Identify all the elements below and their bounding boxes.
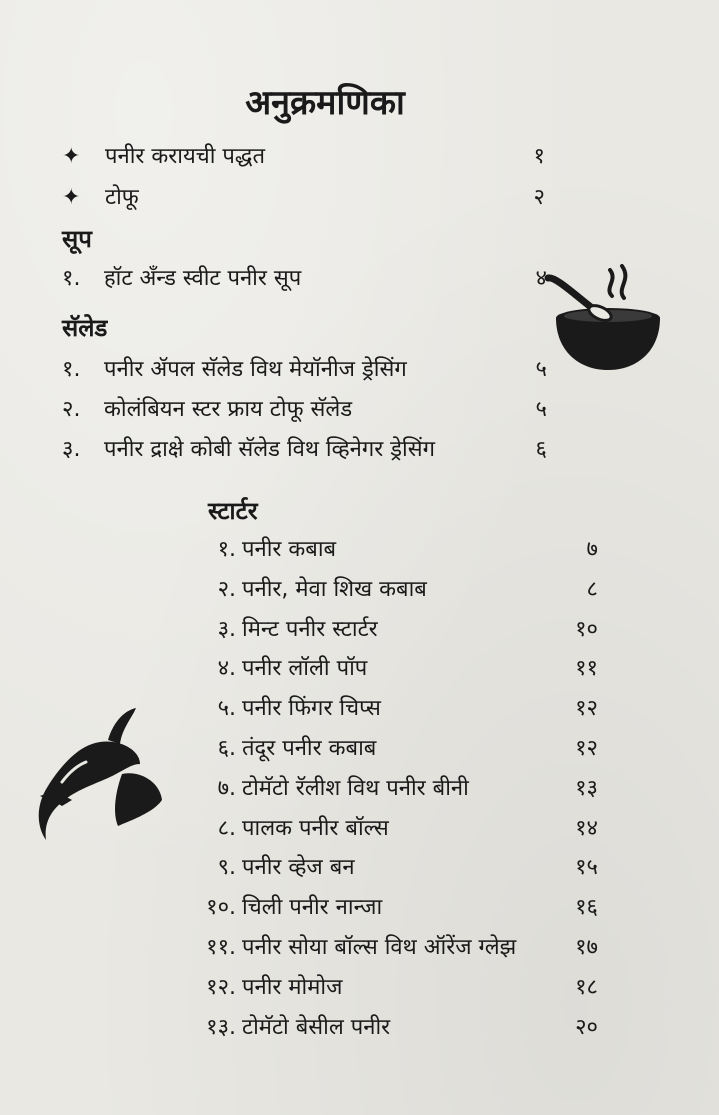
toc-entry-number: १३. bbox=[206, 1014, 236, 1040]
toc-entry-label: पनीर लॉली पॉप bbox=[242, 656, 368, 682]
page-title: अनुक्रमणिका bbox=[245, 83, 405, 123]
soup-bowl-icon bbox=[542, 258, 664, 376]
bullet-star-icon: ✦ bbox=[62, 185, 81, 210]
toc-entry-label: तंदूर पनीर कबाब bbox=[242, 736, 377, 761]
toc-entry-number: १२. bbox=[206, 974, 236, 1000]
toc-entry-label: कोलंबियन स्टर फ्राय टोफू सॅलेड bbox=[104, 397, 353, 422]
toc-entry-number: ४. bbox=[217, 656, 236, 682]
toc-entry-number: ७. bbox=[217, 775, 236, 801]
toc-entry-page: ७ bbox=[586, 537, 598, 562]
toc-entry-page: १८ bbox=[575, 974, 598, 1000]
toc-entry-page: १६ bbox=[575, 895, 598, 921]
toc-entry-number: ६. bbox=[217, 736, 236, 761]
toc-entry-number: ३. bbox=[217, 616, 236, 642]
toc-entry-page: ११ bbox=[575, 656, 598, 682]
toc-entry-page: २० bbox=[575, 1014, 598, 1040]
toc-entry-number: १. bbox=[217, 537, 236, 562]
section-heading-soup: सूप bbox=[62, 225, 92, 253]
toc-entry-label: चिली पनीर नान्जा bbox=[242, 895, 383, 921]
toc-entry-page: ६ bbox=[535, 437, 547, 462]
chili-pepper-icon bbox=[22, 700, 172, 850]
toc-entry-number: ९. bbox=[217, 855, 236, 881]
toc-entry-label: मिन्ट पनीर स्टार्टर bbox=[242, 616, 378, 642]
toc-entry-page: १० bbox=[575, 616, 598, 642]
toc-entry-number: १. bbox=[62, 357, 81, 382]
toc-entry-label: पनीर कबाब bbox=[242, 537, 337, 562]
section-heading-salad: सॅलेड bbox=[62, 314, 108, 342]
toc-entry-page: १२ bbox=[575, 696, 598, 722]
toc-entry-page: १२ bbox=[575, 736, 598, 761]
toc-entry-label: हॉट अँन्ड स्वीट पनीर सूप bbox=[104, 266, 302, 291]
toc-entry-number: ११. bbox=[206, 935, 236, 960]
toc-entry-label: टोमॅटो रॅलीश विथ पनीर बीनी bbox=[242, 775, 469, 801]
toc-entry-number: १. bbox=[62, 266, 81, 291]
toc-entry-number: १०. bbox=[206, 895, 236, 921]
toc-entry-label: पनीर करायची पद्धत bbox=[105, 144, 266, 169]
toc-entry-number: ८. bbox=[217, 815, 236, 841]
toc-entry-page: १३ bbox=[575, 775, 598, 801]
toc-entry-number: ५. bbox=[217, 696, 236, 722]
toc-entry-label: पालक पनीर बॉल्स bbox=[242, 815, 389, 841]
toc-entry-page: ८ bbox=[586, 576, 598, 602]
toc-entry-label: टोमॅटो बेसील पनीर bbox=[242, 1014, 391, 1040]
toc-entry-page: १४ bbox=[575, 815, 598, 841]
toc-entry-label: पनीर ॲपल सॅलेड विथ मेयॉनीज ड्रेसिंग bbox=[104, 357, 407, 382]
toc-entry-page: २ bbox=[533, 185, 545, 210]
bullet-star-icon: ✦ bbox=[62, 144, 81, 169]
toc-entry-label: पनीर व्हेज बन bbox=[242, 855, 355, 881]
toc-entry-label: पनीर फिंगर चिप्स bbox=[242, 696, 381, 722]
section-heading-starter: स्टार्टर bbox=[208, 497, 258, 525]
toc-entry-label: पनीर द्राक्षे कोबी सॅलेड विथ व्हिनेगर ड्रेसिंग bbox=[104, 437, 435, 462]
toc-entry-number: २. bbox=[217, 576, 236, 602]
toc-entry-label: पनीर, मेवा शिख कबाब bbox=[242, 576, 427, 602]
toc-entry-number: ३. bbox=[62, 437, 81, 462]
toc-entry-label: पनीर सोया बॉल्स विथ ऑरेंज ग्लेझ bbox=[242, 935, 517, 960]
toc-entry-page: ५ bbox=[535, 357, 547, 382]
toc-entry-page: १ bbox=[533, 144, 545, 169]
toc-entry-label: टोफू bbox=[105, 185, 139, 210]
toc-entry-number: २. bbox=[62, 397, 81, 422]
toc-entry-page: १७ bbox=[575, 935, 598, 960]
toc-entry-page: ४ bbox=[535, 266, 547, 291]
toc-entry-page: १५ bbox=[575, 855, 598, 881]
toc-entry-label: पनीर मोमोज bbox=[242, 974, 343, 1000]
toc-entry-page: ५ bbox=[535, 397, 547, 422]
